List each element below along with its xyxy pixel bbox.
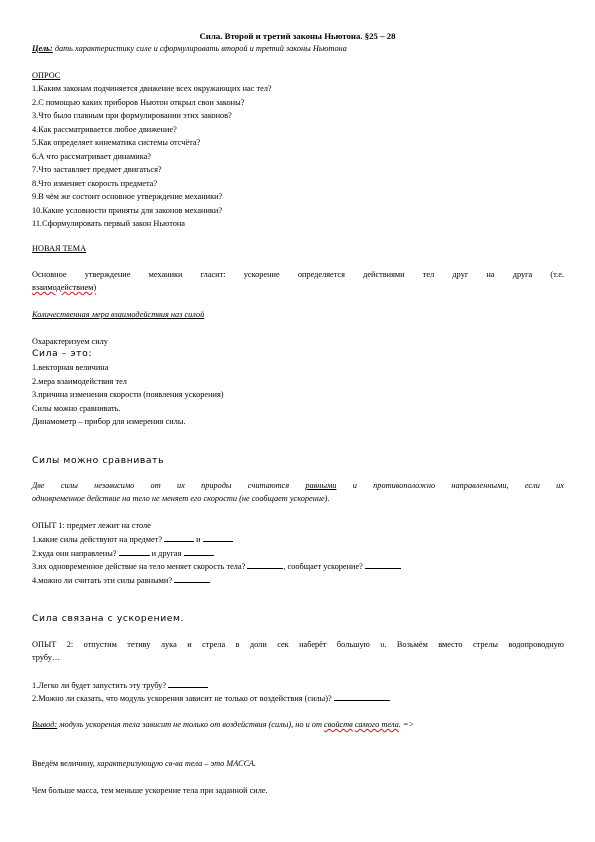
answer-blank[interactable]	[168, 680, 208, 688]
force-definition: Количественная мера взаимодействия наз силой	[32, 310, 205, 319]
question-text: 4.можно ли считать эти силы равными?	[32, 575, 175, 585]
survey-question-3: 3.Что было главным при формулировании этих законов?	[32, 111, 232, 120]
conclusion-body: самого тела	[354, 720, 399, 729]
compare-heading: Силы можно сравнивать	[32, 455, 165, 466]
new-topic-heading: НОВАЯ ТЕМА	[32, 244, 87, 253]
conclusion-label: Вывод:	[32, 720, 58, 729]
conclusion	[32, 720, 414, 730]
equal-forces-line1	[32, 481, 564, 491]
question-text: и	[194, 535, 203, 544]
question-text: 3.их одновременное действие на тело меняет скорость тела?	[32, 562, 248, 571]
question-text: , сообщает ускорение?	[283, 562, 365, 571]
survey-question-8: 8.Что изменяет скорость предмета?	[32, 178, 158, 188]
answer-blank[interactable]	[174, 575, 210, 583]
survey-question-10: 10.Какие условности приняты для законов механики?	[32, 205, 223, 215]
equal-forces-text-a: Две силы независимо от их природы считаются	[32, 481, 306, 490]
answer-blank[interactable]	[334, 693, 390, 701]
experiment-1-question-3	[32, 561, 401, 572]
mechanics-statement-line2: взаимодействием)	[32, 283, 97, 292]
conclusion-properties: свойств	[324, 720, 353, 729]
lesson-goal	[32, 44, 347, 54]
equal-forces-text-b: и противоположно направленными, если их	[336, 481, 564, 490]
answer-blank[interactable]	[119, 548, 150, 556]
answer-blank[interactable]	[164, 534, 194, 542]
survey-question-5: 5.Как определяет кинематика системы отсчёта?	[32, 138, 201, 147]
survey-heading: ОПРОС	[32, 71, 61, 80]
equal-forces-line2: одновременное действие на тело не меняет его скорости (не сообщает ускорение).	[32, 494, 330, 503]
answer-blank[interactable]	[184, 548, 214, 556]
characterize-force: Охарактеризуем силу	[32, 337, 108, 346]
survey-question-4: 4.Как рассматривается любое движение?	[32, 124, 177, 134]
question-text: 2.Можно ли сказать, что модуль ускорения зависит не только от воздействия (силы)?	[32, 694, 334, 703]
mass-intro-text: Введём величину,	[32, 759, 97, 768]
mechanics-statement-line1: Основное утверждение механики гласит: ускорение определяется действиями тел друг на друга (т.е.	[32, 270, 564, 279]
answer-blank[interactable]	[365, 561, 401, 569]
experiment-1-question-4	[32, 575, 210, 586]
force-is-heading: Сила – это:	[32, 348, 93, 359]
force-property-2: 2.мера взаимодействия тел	[32, 376, 127, 386]
question-text: и другая	[149, 548, 184, 558]
experiment-2-line2: трубу…	[32, 653, 61, 662]
force-property-1: 1.векторная величина	[32, 363, 109, 372]
answer-blank[interactable]	[247, 561, 283, 569]
experiment-1-question-2	[32, 548, 214, 559]
mass-intro-italic: характеризующую св-ва тела – это МАССА.	[96, 759, 256, 768]
question-text: 1.какие силы действуют на предмет?	[32, 535, 165, 544]
forces-comparable-note: Силы можно сравнивать.	[32, 403, 121, 413]
mass-rule: Чем больше масса, тем меньше ускорение тела при заданной силе.	[32, 786, 268, 795]
conclusion-text: модуль ускорения тела зависит не только от воздействия (силы), но и от	[57, 720, 325, 729]
experiment-1-title: ОПЫТ 1: предмет лежит на столе	[32, 521, 151, 530]
question-text: 2.куда они направлены?	[32, 548, 119, 558]
goal-text: дать характеристику силе и сформулировать второй и третий законы Ньютона	[52, 44, 347, 53]
acceleration-heading: Сила связана с ускорением.	[32, 613, 185, 624]
survey-question-6: 6.А что рассматривает динамика?	[32, 151, 151, 161]
equal-forces-underlined: равными	[305, 481, 337, 490]
answer-blank[interactable]	[203, 534, 233, 542]
mass-intro	[32, 759, 256, 769]
survey-question-7: 7.Что заставляет предмет двигаться?	[32, 165, 162, 174]
experiment-2-line1: ОПЫТ 2: отпустим тетиву лука и стрела в доли сек наберёт большую υ. Возьмём вместо стрелы водопроводную	[32, 640, 564, 649]
experiment-2-question-1	[32, 680, 208, 691]
goal-label: Цель:	[32, 44, 53, 53]
survey-question-2: 2.С помощью каких приборов Ньютон открыл свои законы?	[32, 97, 245, 107]
force-property-3: 3.причина изменения скорости (появления ускорения)	[32, 390, 224, 399]
experiment-1-question-1	[32, 534, 233, 545]
survey-question-1: 1.Каким законам подчиняется движение всех окружающих нас тел?	[32, 84, 272, 93]
conclusion-arrow: . =>	[398, 720, 415, 729]
page-title: Сила. Второй и третий законы Ньютона. §25 – 28	[199, 31, 396, 41]
survey-question-9: 9.В чём же состоит основное утверждение механики?	[32, 192, 223, 201]
dynamometer-note: Динамометр – прибор для измерения силы.	[32, 417, 186, 426]
survey-question-11: 11.Сформулировать первый закон Ньютона	[32, 219, 185, 228]
question-text: 1.Легко ли будет запустить эту трубу?	[32, 681, 169, 690]
experiment-2-question-2	[32, 693, 390, 704]
